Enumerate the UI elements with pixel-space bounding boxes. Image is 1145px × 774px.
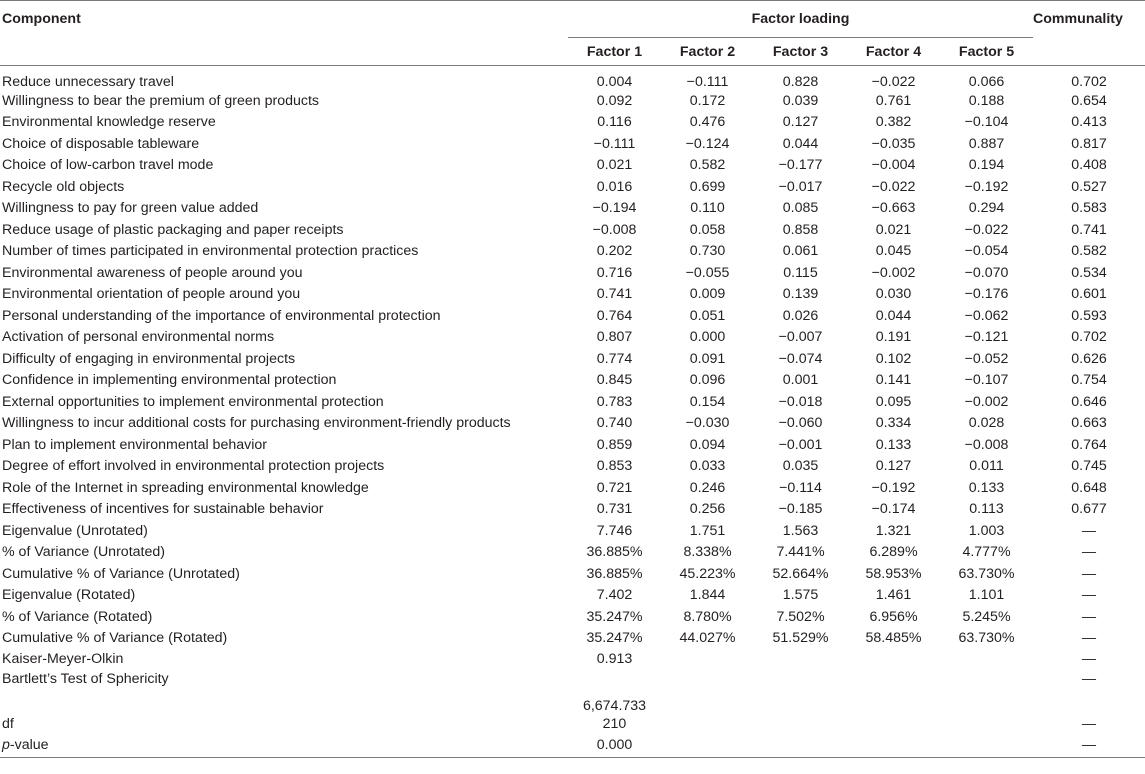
table-row <box>0 66 1145 91</box>
cell-factor-1: 36.885% <box>586 544 643 561</box>
cell-communality: 0.654 <box>1071 92 1107 109</box>
cell-factor-3: 52.664% <box>772 565 829 582</box>
cell-factor-3: 0.085 <box>782 200 819 217</box>
cell-factor-3: −0.018 <box>778 393 823 410</box>
cell-factor-2: 45.223% <box>679 565 736 582</box>
cell-factor-5: 0.194 <box>968 157 1005 174</box>
cell-communality: 0.764 <box>1071 436 1107 453</box>
cell-factor-4: −0.192 <box>871 479 916 496</box>
cell-factor-1: 0.000 <box>568 734 661 757</box>
cell-factor-1: 0.116 <box>597 114 632 131</box>
cell-factor-4: 0.030 <box>875 286 912 303</box>
cell-factor-5: 1.003 <box>968 522 1005 539</box>
row-label: Choice of low-carbon travel mode <box>2 157 214 174</box>
row-label: External opportunities to implement environmental protection <box>2 393 384 410</box>
cell-factor-3: 7.441% <box>776 544 825 561</box>
cell-communality: 0.583 <box>1071 200 1107 217</box>
cell-factor-3: 1.563 <box>782 522 819 539</box>
table-row <box>0 198 1145 220</box>
cell-factor-5: −0.022 <box>964 221 1009 238</box>
table-row <box>0 434 1145 456</box>
cell-communality: — <box>1081 671 1097 687</box>
cell-communality: — <box>1081 651 1097 667</box>
cell-factor-2: 0.730 <box>689 243 726 260</box>
cell-factor-4: −0.002 <box>871 264 916 281</box>
cell-communality: — <box>1081 522 1097 539</box>
cell-communality: — <box>1081 716 1097 732</box>
cell-factor-1: 35.247% <box>586 630 643 647</box>
cell-factor-1: 0.004 <box>596 74 633 90</box>
cell-factor-4: 6.956% <box>869 608 918 625</box>
row-label: df <box>2 716 14 732</box>
row-label: Recycle old objects <box>2 178 125 195</box>
cell-factor-3: −0.017 <box>778 178 823 195</box>
cell-communality: — <box>1033 734 1145 757</box>
cell-factor-4: 0.127 <box>875 458 912 475</box>
cell-factor-2: 0.476 <box>689 114 726 131</box>
stat-row-df <box>0 714 1145 734</box>
row-label: Reduce unnecessary travel <box>2 74 174 90</box>
cell-factor-4: 0.334 <box>875 415 912 432</box>
table-row <box>0 520 1145 542</box>
cell-communality: 0.527 <box>1071 178 1107 195</box>
cell-communality: 0.601 <box>1071 286 1107 303</box>
factor-1-header: Factor 1 <box>586 43 643 60</box>
table-row <box>0 327 1145 349</box>
cell-factor-2: 0.058 <box>689 221 726 238</box>
stat-row-bartlett <box>0 669 1145 689</box>
table-row <box>0 391 1145 413</box>
cell-factor-2: 0.154 <box>689 393 726 410</box>
factor-loading-header: Factor loading <box>568 1 1033 38</box>
cell-factor-1: 0.092 <box>596 92 633 109</box>
cell-factor-1: 0.741 <box>596 286 633 303</box>
cell-factor-5: 1.101 <box>968 587 1005 604</box>
cell-factor-3: 0.035 <box>782 458 819 475</box>
row-label: Kaiser-Meyer-Olkin <box>2 651 124 667</box>
p-italic-label: p <box>2 737 10 754</box>
cell-factor-4: −0.022 <box>871 178 916 195</box>
row-label: Number of times participated in environmental protection practices <box>2 243 419 260</box>
cell-factor-2: 0.051 <box>689 307 726 324</box>
cell-factor-1: 0.021 <box>596 157 633 174</box>
cell-factor-4: −0.663 <box>871 200 916 217</box>
factor-2-header: Factor 2 <box>679 43 736 60</box>
row-label: Personal understanding of the importance of environmental protection <box>2 307 441 324</box>
cell-factor-1: 0.774 <box>596 350 633 367</box>
table-body <box>0 66 1145 758</box>
stat-row-kmo <box>0 649 1145 669</box>
row-label: Willingness to bear the premium of green products <box>2 92 320 109</box>
table-row <box>0 370 1145 392</box>
row-label: Activation of personal environmental norms <box>2 329 275 346</box>
cell-factor-2: −0.030 <box>685 415 730 432</box>
stat-row-bartlett-value <box>0 689 1145 714</box>
cell-communality: 0.741 <box>1071 221 1107 238</box>
cell-factor-5: 0.133 <box>968 479 1005 496</box>
table-row <box>0 413 1145 435</box>
factor-4-header: Factor 4 <box>865 43 922 60</box>
row-label: % of Variance (Unrotated) <box>2 544 165 561</box>
cell-factor-4: 0.021 <box>875 221 912 238</box>
cell-factor-5: −0.104 <box>964 114 1009 131</box>
cell-factor-1: −0.008 <box>592 221 637 238</box>
cell-factor-5: −0.054 <box>964 243 1009 260</box>
cell-factor-3: 1.575 <box>782 587 819 604</box>
cell-factor-2: 0.699 <box>689 178 726 195</box>
table-row <box>0 628 1145 650</box>
table-row <box>0 90 1145 112</box>
cell-factor-2: −0.111 <box>686 74 729 90</box>
cell-factor-4: −0.004 <box>871 157 916 174</box>
cell-factor-1: 0.913 <box>596 651 633 667</box>
cell-communality: 0.593 <box>1071 307 1107 324</box>
cell-communality: 0.745 <box>1071 458 1107 475</box>
cell-factor-4: 1.461 <box>875 587 912 604</box>
cell-factor-4: 0.095 <box>875 393 912 410</box>
cell-factor-3: −0.177 <box>778 157 823 174</box>
cell-factor-4: 0.045 <box>875 243 912 260</box>
row-label: Eigenvalue (Rotated) <box>2 587 136 604</box>
table-row <box>0 499 1145 521</box>
cell-factor-5: −0.052 <box>964 350 1009 367</box>
cell-factor-4: 0.382 <box>875 114 912 131</box>
row-label: Difficulty of engaging in environmental projects <box>2 350 296 367</box>
cell-factor-3: 0.044 <box>782 135 819 152</box>
row-label: Bartlett’s Test of Sphericity <box>2 671 169 687</box>
cell-factor-3: −0.074 <box>778 350 823 367</box>
table-row <box>0 219 1145 241</box>
table-row <box>0 348 1145 370</box>
cell-factor-5: 4.777% <box>962 544 1011 561</box>
cell-factor-1: 7.402 <box>596 587 633 604</box>
cell-factor-5: 0.028 <box>968 415 1005 432</box>
cell-communality: 0.534 <box>1071 264 1107 281</box>
cell-factor-3: 0.061 <box>782 243 819 260</box>
cell-communality: 0.413 <box>1071 114 1107 131</box>
cell-factor-4: −0.035 <box>871 135 916 152</box>
cell-factor-2: 0.033 <box>689 458 726 475</box>
cell-factor-1: 0.716 <box>596 264 633 281</box>
cell-factor-5: −0.107 <box>964 372 1009 389</box>
cell-factor-2: 0.172 <box>689 92 726 109</box>
cell-factor-5: −0.002 <box>964 393 1009 410</box>
cell-communality: 0.582 <box>1071 243 1107 260</box>
cell-factor-3: 0.039 <box>782 92 819 109</box>
cell-factor-4: −0.022 <box>871 74 916 90</box>
cell-factor-4: 1.321 <box>875 522 912 539</box>
cell-factor-1: 0.016 <box>596 178 633 195</box>
table-row <box>0 176 1145 198</box>
cell-factor-5: 5.245% <box>962 608 1011 625</box>
cell-factor-4: −0.174 <box>871 501 916 518</box>
row-label: Willingness to incur additional costs for purchasing environment-friendly products <box>2 415 511 432</box>
cell-communality: 0.754 <box>1071 372 1107 389</box>
cell-factor-3: 51.529% <box>772 630 829 647</box>
row-label: Degree of effort involved in environmental protection projects <box>2 458 385 475</box>
cell-factor-1: 0.764 <box>596 307 633 324</box>
cell-factor-1: 0.853 <box>596 458 633 475</box>
cell-factor-2: 8.780% <box>683 608 732 625</box>
cell-factor-3: 0.858 <box>782 221 819 238</box>
cell-factor-5: 0.011 <box>969 458 1004 475</box>
cell-factor-3: −0.001 <box>778 436 823 453</box>
factor-3-header: Factor 3 <box>772 43 829 60</box>
cell-factor-3: −0.007 <box>778 329 823 346</box>
cell-communality: 0.817 <box>1071 135 1107 152</box>
cell-factor-1: 0.202 <box>596 243 633 260</box>
row-label: Choice of disposable tableware <box>2 135 200 152</box>
cell-factor-1: 7.746 <box>596 522 633 539</box>
row-label: Eigenvalue (Unrotated) <box>2 522 148 539</box>
cell-communality: 0.702 <box>1071 329 1107 346</box>
table-row <box>0 542 1145 564</box>
table-row <box>0 262 1145 284</box>
cell-factor-5: −0.062 <box>964 307 1009 324</box>
cell-communality: — <box>1081 630 1097 647</box>
table-row <box>0 133 1145 155</box>
cell-factor-3: 0.127 <box>782 114 819 131</box>
cell-factor-2: 1.751 <box>689 522 726 539</box>
cell-communality: — <box>1081 608 1097 625</box>
cell-factor-1: 36.885% <box>586 565 643 582</box>
component-header: Component <box>2 11 81 27</box>
cell-factor-2: 8.338% <box>683 544 732 561</box>
cell-factor-5: 63.730% <box>958 630 1015 647</box>
row-label: Role of the Internet in spreading environmental knowledge <box>2 479 369 496</box>
cell-factor-3: 0.115 <box>783 264 818 281</box>
cell-communality: — <box>1081 544 1097 561</box>
row-label: Effectiveness of incentives for sustainable behavior <box>2 501 324 518</box>
row-label: Environmental orientation of people around you <box>2 286 301 303</box>
cell-factor-1: 35.247% <box>586 608 643 625</box>
table-row <box>0 477 1145 499</box>
cell-factor-3: 0.828 <box>782 74 819 90</box>
table-row <box>0 112 1145 134</box>
row-label: % of Variance (Rotated) <box>2 608 153 625</box>
row-label <box>0 734 568 757</box>
cell-factor-5: −0.070 <box>964 264 1009 281</box>
cell-factor-5: 0.887 <box>968 135 1005 152</box>
cell-factor-3: −0.060 <box>778 415 823 432</box>
cell-factor-1: 0.783 <box>596 393 633 410</box>
cell-factor-4: 6.289% <box>869 544 918 561</box>
row-label: Confidence in implementing environmental protection <box>2 372 337 389</box>
cell-factor-5: −0.121 <box>964 329 1009 346</box>
cell-factor-2: −0.055 <box>685 264 730 281</box>
row-label: Cumulative % of Variance (Unrotated) <box>2 565 240 582</box>
cell-factor-1: 0.721 <box>596 479 633 496</box>
factor-5-header: Factor 5 <box>958 43 1015 60</box>
cell-factor-5: −0.176 <box>964 286 1009 303</box>
cell-factor-2: 0.096 <box>689 372 726 389</box>
cell-factor-2: 0.582 <box>689 157 726 174</box>
cell-communality: — <box>1081 565 1097 582</box>
cell-factor-1: 0.731 <box>596 501 633 518</box>
cell-communality: — <box>1081 587 1097 604</box>
cell-factor-3: 0.139 <box>782 286 819 303</box>
cell-factor-5: −0.192 <box>964 178 1009 195</box>
cell-factor-1: −0.111 <box>593 135 636 152</box>
row-label: Environmental knowledge reserve <box>2 114 216 131</box>
cell-factor-2: 0.256 <box>689 501 726 518</box>
table-row <box>0 563 1145 585</box>
cell-factor-2: 1.844 <box>689 587 726 604</box>
cell-communality: 0.663 <box>1071 415 1107 432</box>
cell-factor-5: 0.113 <box>969 501 1004 518</box>
cell-factor-1: 210 <box>602 716 627 732</box>
cell-factor-4: 58.485% <box>865 630 922 647</box>
table-row <box>0 305 1145 327</box>
cell-factor-3: −0.114 <box>779 479 822 496</box>
table-row <box>0 606 1145 628</box>
cell-factor-5: 63.730% <box>958 565 1015 582</box>
cell-factor-3: 7.502% <box>776 608 825 625</box>
table-row <box>0 456 1145 478</box>
table-row <box>0 241 1145 263</box>
cell-factor-4: 0.044 <box>875 307 912 324</box>
cell-factor-1: 0.807 <box>596 329 633 346</box>
cell-communality: 0.646 <box>1071 393 1107 410</box>
cell-factor-2: 0.094 <box>689 436 726 453</box>
cell-factor-4: 0.133 <box>875 436 912 453</box>
row-label: Cumulative % of Variance (Rotated) <box>2 630 228 647</box>
table-row <box>0 585 1145 607</box>
cell-factor-5: 0.294 <box>968 200 1005 217</box>
cell-communality: 0.648 <box>1071 479 1107 496</box>
cell-communality: 0.677 <box>1071 501 1107 518</box>
cell-factor-3: −0.185 <box>778 501 823 518</box>
communality-header: Communality <box>1033 11 1123 27</box>
stat-row-p-value <box>0 734 1145 757</box>
cell-factor-1: 0.859 <box>596 436 633 453</box>
row-label: Reduce usage of plastic packaging and paper receipts <box>2 221 344 238</box>
cell-factor-4: 58.953% <box>865 565 922 582</box>
cell-factor-2: 0.091 <box>689 350 726 367</box>
cell-factor-4: 0.141 <box>875 372 912 389</box>
cell-factor-1: −0.194 <box>592 200 637 217</box>
cell-factor-1: 6,674.733 <box>582 698 647 714</box>
cell-communality: 0.702 <box>1071 74 1107 90</box>
cell-factor-2: 44.027% <box>679 630 736 647</box>
row-label: Willingness to pay for green value added <box>2 200 259 217</box>
cell-communality: 0.626 <box>1071 350 1107 367</box>
cell-factor-4: 0.761 <box>875 92 912 109</box>
cell-factor-3: 0.001 <box>782 372 819 389</box>
row-label: Plan to implement environmental behavior <box>2 436 267 453</box>
cell-factor-2: −0.124 <box>685 135 730 152</box>
cell-factor-2: 0.009 <box>689 286 726 303</box>
cell-factor-5: 0.188 <box>968 92 1005 109</box>
row-label: Environmental awareness of people around you <box>2 264 303 281</box>
cell-factor-2: 0.246 <box>689 479 726 496</box>
cell-communality: 0.408 <box>1071 157 1107 174</box>
cell-factor-1: 0.740 <box>596 415 633 432</box>
p-label-suffix: -value <box>9 737 49 754</box>
cell-factor-2: 0.110 <box>690 200 725 217</box>
cell-factor-5: 0.066 <box>968 74 1005 90</box>
cell-factor-3: 0.026 <box>782 307 819 324</box>
cell-factor-4: 0.102 <box>875 350 912 367</box>
table-row <box>0 155 1145 177</box>
cell-factor-1: 0.845 <box>596 372 633 389</box>
cell-factor-2: 0.000 <box>689 329 726 346</box>
table-row <box>0 284 1145 306</box>
cell-factor-4: 0.191 <box>875 329 912 346</box>
cell-factor-5: −0.008 <box>964 436 1009 453</box>
